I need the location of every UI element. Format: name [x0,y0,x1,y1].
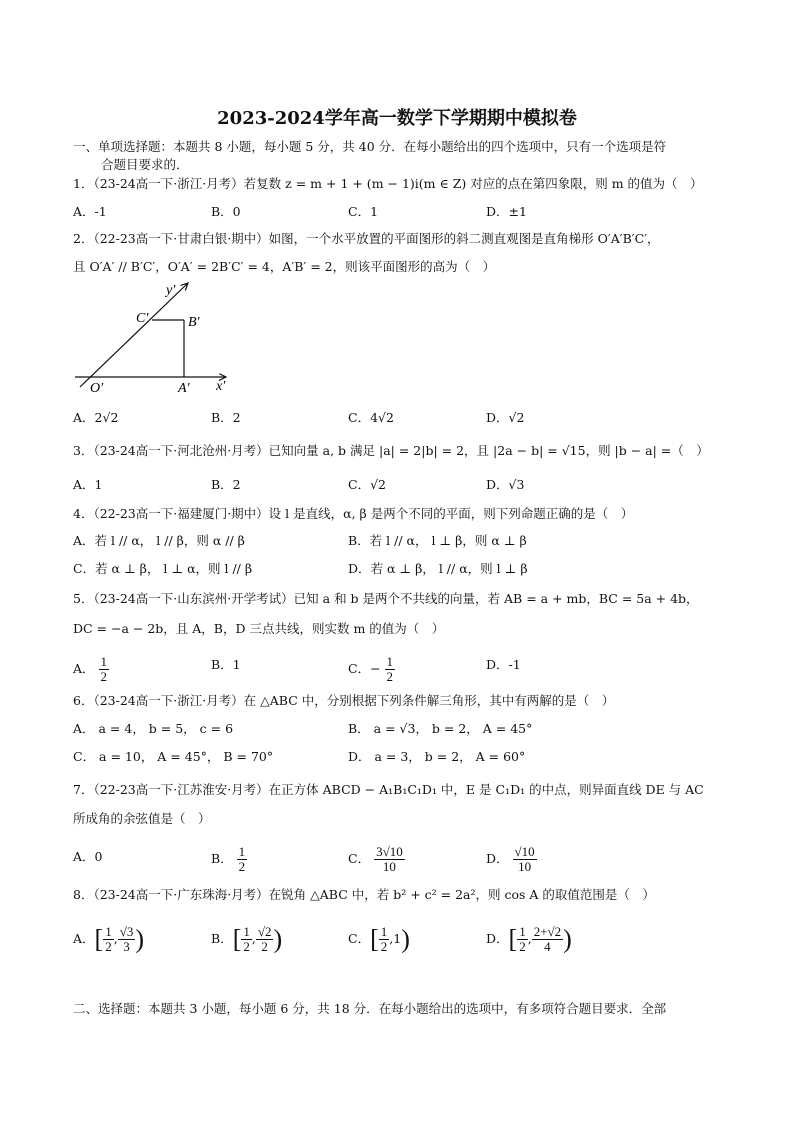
q8-option-a-label: A． [73,931,95,946]
q2-option-d[interactable]: D．√2 [486,410,525,425]
section1-header-line1: 一、单项选择题：本题共 8 小题，每小题 5 分，共 40 分．在每小题给出的四个选项中，只有一个选项是符 [73,139,667,154]
q8-d-frac1: $\frac{1}{2}$ [519,924,526,954]
q8-option-d-label: D． [486,931,509,946]
q6-option-d[interactable]: D． a = 3， b = 2， A = 60° [348,749,526,764]
q3-option-d[interactable]: D．√3 [486,477,525,492]
q8-option-a[interactable]: A．[ $\frac{1}{2}$ , $\frac{√3}{3}$ ) [73,924,144,954]
section1-header-line2: 合题目要求的． [101,157,189,172]
q1-option-c[interactable]: C．1 [348,204,379,219]
page-title: 2023-2024学年高一数学下学期期中模拟卷 [217,108,577,129]
q1-option-b[interactable]: B．0 [211,204,241,219]
q5-option-c-fraction: $\frac{1}{2}$ [386,654,394,684]
q8-b-frac2: $\frac{√2}{2}$ [257,924,272,954]
q2-option-c[interactable]: C．4√2 [348,410,394,425]
q5-option-b[interactable]: B．1 [211,657,241,672]
q2-figure [70,280,240,395]
q5-option-c-label: C．− [348,661,381,676]
q3-stem: 3．（23-24高一下·河北沧州·月考）已知向量 a, b 满足 |a| = 2|b| = 2，且 |2a − b| = √15，则 |b − a| =（ ） [73,443,709,458]
q2-stem-line1: 2．（22-23高一下·甘肃白银·期中）如图，一个水平放置的平面图形的斜二测直观图是直角梯形 O′A′B′C′， [73,231,660,246]
q7-option-d-fraction: $\frac{√10}{10}$ [514,844,535,874]
y-axis [80,283,188,387]
label-c: C′ [136,311,149,326]
q5-option-a[interactable] [73,655,109,684]
q7-stem-line1: 7．（22-23高一下·江苏淮安·月考）在正方体 ABCD − A₁B₁C₁D₁ 中，E 是 C₁D₁ 的中点，则异面直线 DE 与 AC [73,782,704,797]
q7-option-c-fraction: $\frac{3√10}{10}$ [376,844,403,874]
q8-option-d[interactable]: D．[ $\frac{1}{2}$ , $\frac{2+√2}{4}$ ) [486,924,572,954]
q8-stem: 8．（23-24高一下·广东珠海·月考）在锐角 △ABC 中，若 b² + c² = 2a²，则 cos A 的取值范围是（ ） [73,887,655,902]
q6-option-c[interactable]: C． a = 10， A = 45°， B = 70° [73,749,274,764]
q3-option-c[interactable]: C．√2 [348,477,386,492]
q4-stem: 4．（22-23高一下·福建厦门·期中）设 l 是直线，α, β 是两个不同的平面，则下列命题正确的是（ ） [73,506,634,521]
q4-option-b[interactable]: B．若 l // α， l ⊥ β，则 α ⊥ β [348,533,527,548]
q4-option-d[interactable]: D．若 α ⊥ β， l // α，则 l ⊥ β [348,561,528,576]
label-y: y′ [166,283,176,298]
q5-stem-line1: 5．（23-24高一下·山东滨州·开学考试）已知 a 和 b 是两个不共线的向量，若 AB = a + mb，BC = 5a + 4b， [73,591,699,606]
q5-option-a-fraction: $\frac{1}{2}$ [100,654,108,684]
q8-option-c-label: C． [348,931,371,946]
q5-stem-line2: DC = −a − 2b，且 A，B，D 三点共线，则实数 m 的值为（ ） [73,621,445,636]
q8-d-frac2: $\frac{2+√2}{4}$ [533,924,562,954]
section2-header-line1: 二、选择题：本题共 3 小题，每小题 6 分，共 18 分．在每小题给出的选项中，有多项符合题目要求．全部 [73,1001,667,1016]
q6-option-b[interactable]: B． a = √3， b = 2， A = 45° [348,721,533,736]
q7-option-b[interactable] [211,845,247,874]
q7-option-c[interactable] [348,845,405,874]
label-a: A′ [178,381,190,395]
q1-option-d[interactable]: D．±1 [486,204,527,219]
q2-stem-line2: 且 O′A′ // B′C′，O′A′ = 2B′C′ = 4，A′B′ = 2，则该平面图形的高为（ ） [73,259,496,274]
q8-b-frac1: $\frac{1}{2}$ [243,924,250,954]
q8-a-frac2: $\frac{√3}{3}$ [119,924,134,954]
q5-option-d[interactable]: D．-1 [486,657,521,672]
q7-stem-line2: 所成角的余弦值是（ ） [73,811,211,826]
q3-option-a[interactable]: A．1 [73,477,103,492]
q8-a-frac1: $\frac{1}{2}$ [105,924,112,954]
q8-option-c[interactable]: C．[ $\frac{1}{2}$ ,1) [348,924,410,954]
label-x: x′ [216,379,226,394]
q7-option-d-label: D． [486,851,509,866]
q4-option-a[interactable]: A．若 l // α， l // β，则 α // β [73,533,245,548]
q1-stem: 1．（23-24高一下·浙江·月考）若复数 z = m + 1 + (m − 1)i(m ∈ Z) 对应的点在第四象限，则 m 的值为（ ） [73,176,703,191]
q5-option-a-label: A． [73,661,95,676]
q7-option-c-label: C． [348,851,371,866]
q6-stem: 6．（23-24高一下·浙江·月考）在 △ABC 中，分别根据下列条件解三角形，其中有两解的是（ ） [73,693,615,708]
q7-option-b-fraction: $\frac{1}{2}$ [238,844,246,874]
q6-option-a[interactable]: A． a = 4， b = 5， c = 6 [73,721,234,736]
q4-option-c[interactable]: C．若 α ⊥ β， l ⊥ α，则 l // β [73,561,253,576]
label-b: B′ [188,315,200,330]
label-o: O′ [90,381,104,395]
q8-option-b-label: B． [211,931,233,946]
q2-option-a[interactable]: A．2√2 [73,410,119,425]
q2-option-b[interactable]: B．2 [211,410,241,425]
q7-option-d[interactable] [486,845,537,874]
q5-option-c[interactable] [348,655,395,684]
q7-option-a[interactable]: A．0 [73,849,103,864]
q8-c-frac1: $\frac{1}{2}$ [380,924,388,954]
q8-c-upper: 1 [393,931,402,946]
q3-option-b[interactable]: B．2 [211,477,241,492]
q1-option-a[interactable]: A．-1 [73,204,107,219]
q7-option-b-label: B． [211,851,233,866]
q8-option-b[interactable]: B．[ $\frac{1}{2}$ , $\frac{√2}{2}$ ) [211,924,283,954]
